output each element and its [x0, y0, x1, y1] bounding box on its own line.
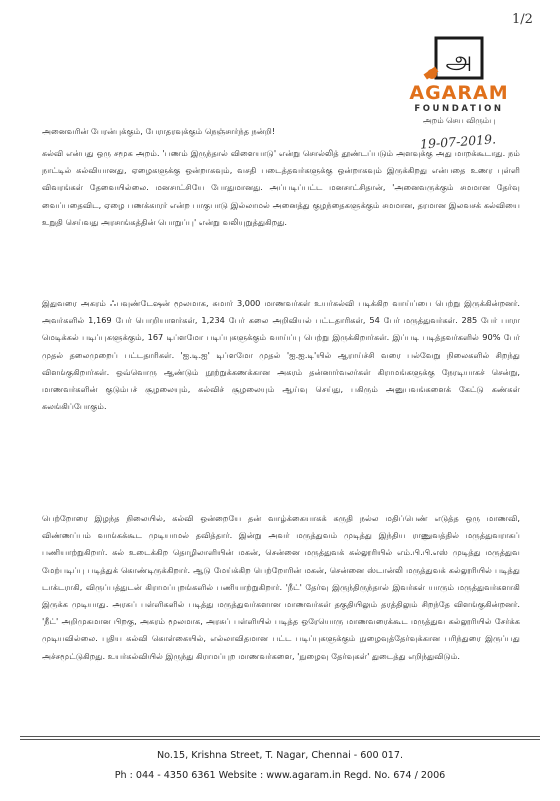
chalkboard-logo-icon: [422, 36, 486, 82]
footer-address: No.15, Krishna Street, T. Nagar, Chennai - 600 017.: [156, 750, 404, 761]
greeting-line: அனைவரின் பேரன்புக்கும், பேராதரவுக்கும் நெஞ்சார்ந்த நன்றி!: [42, 126, 276, 136]
footer-divider-secondary: [20, 739, 540, 740]
logo-name: AGARAM: [409, 82, 509, 104]
logo-subtitle: FOUNDATION: [414, 104, 504, 114]
logo-glyph: அ: [445, 46, 473, 74]
logo-tagline: அறம் செய விரும்பு: [422, 116, 496, 125]
paragraph-3: பெற்றோரை இழந்த நிலையில், கல்வி ஒன்றையே தன் வாழ்க்கையாகக் கருதி நல்ல மதிப்பெண் எடுத்த ஒரு மாணவி, விண்ணப்பம் வாங்கக்கூட முடியாமல் தவித்தார். இன்று அவர் மருத்துவம் முடித்து இந்திய ராணுவத்தில் மருத்துவராகப் பணியாற்றுகிறார். கல் உடைக்கிற தொழிலாளியின் மகன், சென்னை மருத்துவக் கல்லூரியில் எம்.பி.பி.எஸ் முடித்து மருத்துவ மேற்படிப்பு படித்துக் கொண்டிருக்கிறார். ஆடு மேய்க்கிற பெற்றோரின் மகன், சென்னை ஸ்டான்லி மருத்துவக் கல்லூரியில் படித்து டாக்டராகி, விருப்பத்துடன் கிராமப்புறங்களில் பணியாற்றுகிறார். 'நீட்' தேர்வு இருந்திருந்தால் இவர்கள் யாரும் மருத்துவர்களாகி இருக்க முடியாது. அரசுப் பள்ளிகளில் படித்து மருத்துவர்களான மாணவர்கள் தகுதியிலும் தரத்திலும் சிறந்தே விளங்குகின்றனர். 'நீட்' அறிமுகமான பிறகு, அகரம் மூலமாக, அரசுப் பள்ளியில் படித்த ஒரேயொரு மாணவரைக்கூட மருத்துவ கல்லூரியில் சேர்க்க முடியவில்லை. புதிய கல்வி கொள்கையில், எல்லாவிதமான பட்ட படிப்புகளுக்கும் நுழைவுத்தேர்வுக்கான பரிந்துரை இருப்பது அச்சமூட்டுகிறது. உயர்கல்வியில் இருந்து கிராமப்புற மாணவர்களை, 'நுழைவு தேர்வுகள்' துடைத்து எறிந்துவிடும்.: [42, 513, 520, 661]
footer-divider: [20, 736, 540, 737]
agaram-logo: [400, 36, 518, 132]
page-number: 1/2: [512, 12, 533, 27]
paragraph-2: இதுவரை அகரம் ஃபவுண்டேஷன் மூலமாக, சுமார் 3,000 மாணவர்கள் உயர்கல்வி படிக்கிற வாய்ப்பை பெற்று இருக்கின்றனர். அவர்களில் 1,169 பேர் பொறியாளர்கள், 1,234 பேர் கலை அறிவியல் பட்டதாரிகள், 54 பேர் மருத்துவர்கள். 285 பேர் பாரா மெடிக்கல் படிப்புகளுக்கும், 167 டிப்ளமோ படிப்புகளுக்கும் வாய்ப்பு பெற்று இருக்கிறார்கள். இப்படி படித்தவர்களில் 90% பேர் முதல் தலைமுறைப் பட்டதாரிகள். 'ஐ.டி.ஐ' டிப்ளமோ முதல் 'ஐ.ஐ.டி'யில் ஆராய்ச்சி வரை பல்வேறு நிலைகளில் சிறந்து விளங்குகிறார்கள். ஒவ்வொரு ஆண்டும் நூற்றுக்கணக்கான அகரம் தன்னார்வலர்கள் கிராமங்களுக்கு நேரடியாகச் சென்று, மாணவர்களின் குடும்பச் சூழலையும், கல்விச் சூழலையும் ஆய்வு செய்து, பகிரும் அனுபவங்களைக் கேட்டு கண்கள் கலங்கிப்போகும்.: [42, 298, 520, 412]
handwritten-date: 19-07-2019.: [419, 131, 497, 152]
footer-contact: Ph : 044 - 4350 6361 Website : www.agaram.in Regd. No. 674 / 2006: [114, 770, 446, 781]
paragraph-1: கல்வி என்பது ஒரு சமூக அறம். 'பணம் இருந்தால் விளையாடு' என்று சொல்லித் தூண்டப்படும் அளவுக்கு அது மாறக்கூடாது. நம் நாட்டில் கல்வியானது, ஏழைகளுக்கு ஒன்றாகவும், வசதி படைத்தவர்களுக்கு ஒன்றாகவும் இருக்கிறது என்பதை உணர புள்ளி விவரங்கள் தேவையில்லை. மனசாட்சியே போதுமானது. அப்படிப்பட்ட மனசாட்சிதான், 'அனைவருக்கும் சமமான தேர்வு வைப்பதைவிட, ஏழை பணக்காரர் என்ற பாகுபாடு இல்லாமல் அனைத்து குழந்தைகளுக்கும் சமமான, தரமான இலவசக் கல்வியை உறுதி செய்வது அரசாங்கத்தின் பொறுப்பு' என்று வலியுறுத்துகிறது.: [42, 148, 520, 227]
